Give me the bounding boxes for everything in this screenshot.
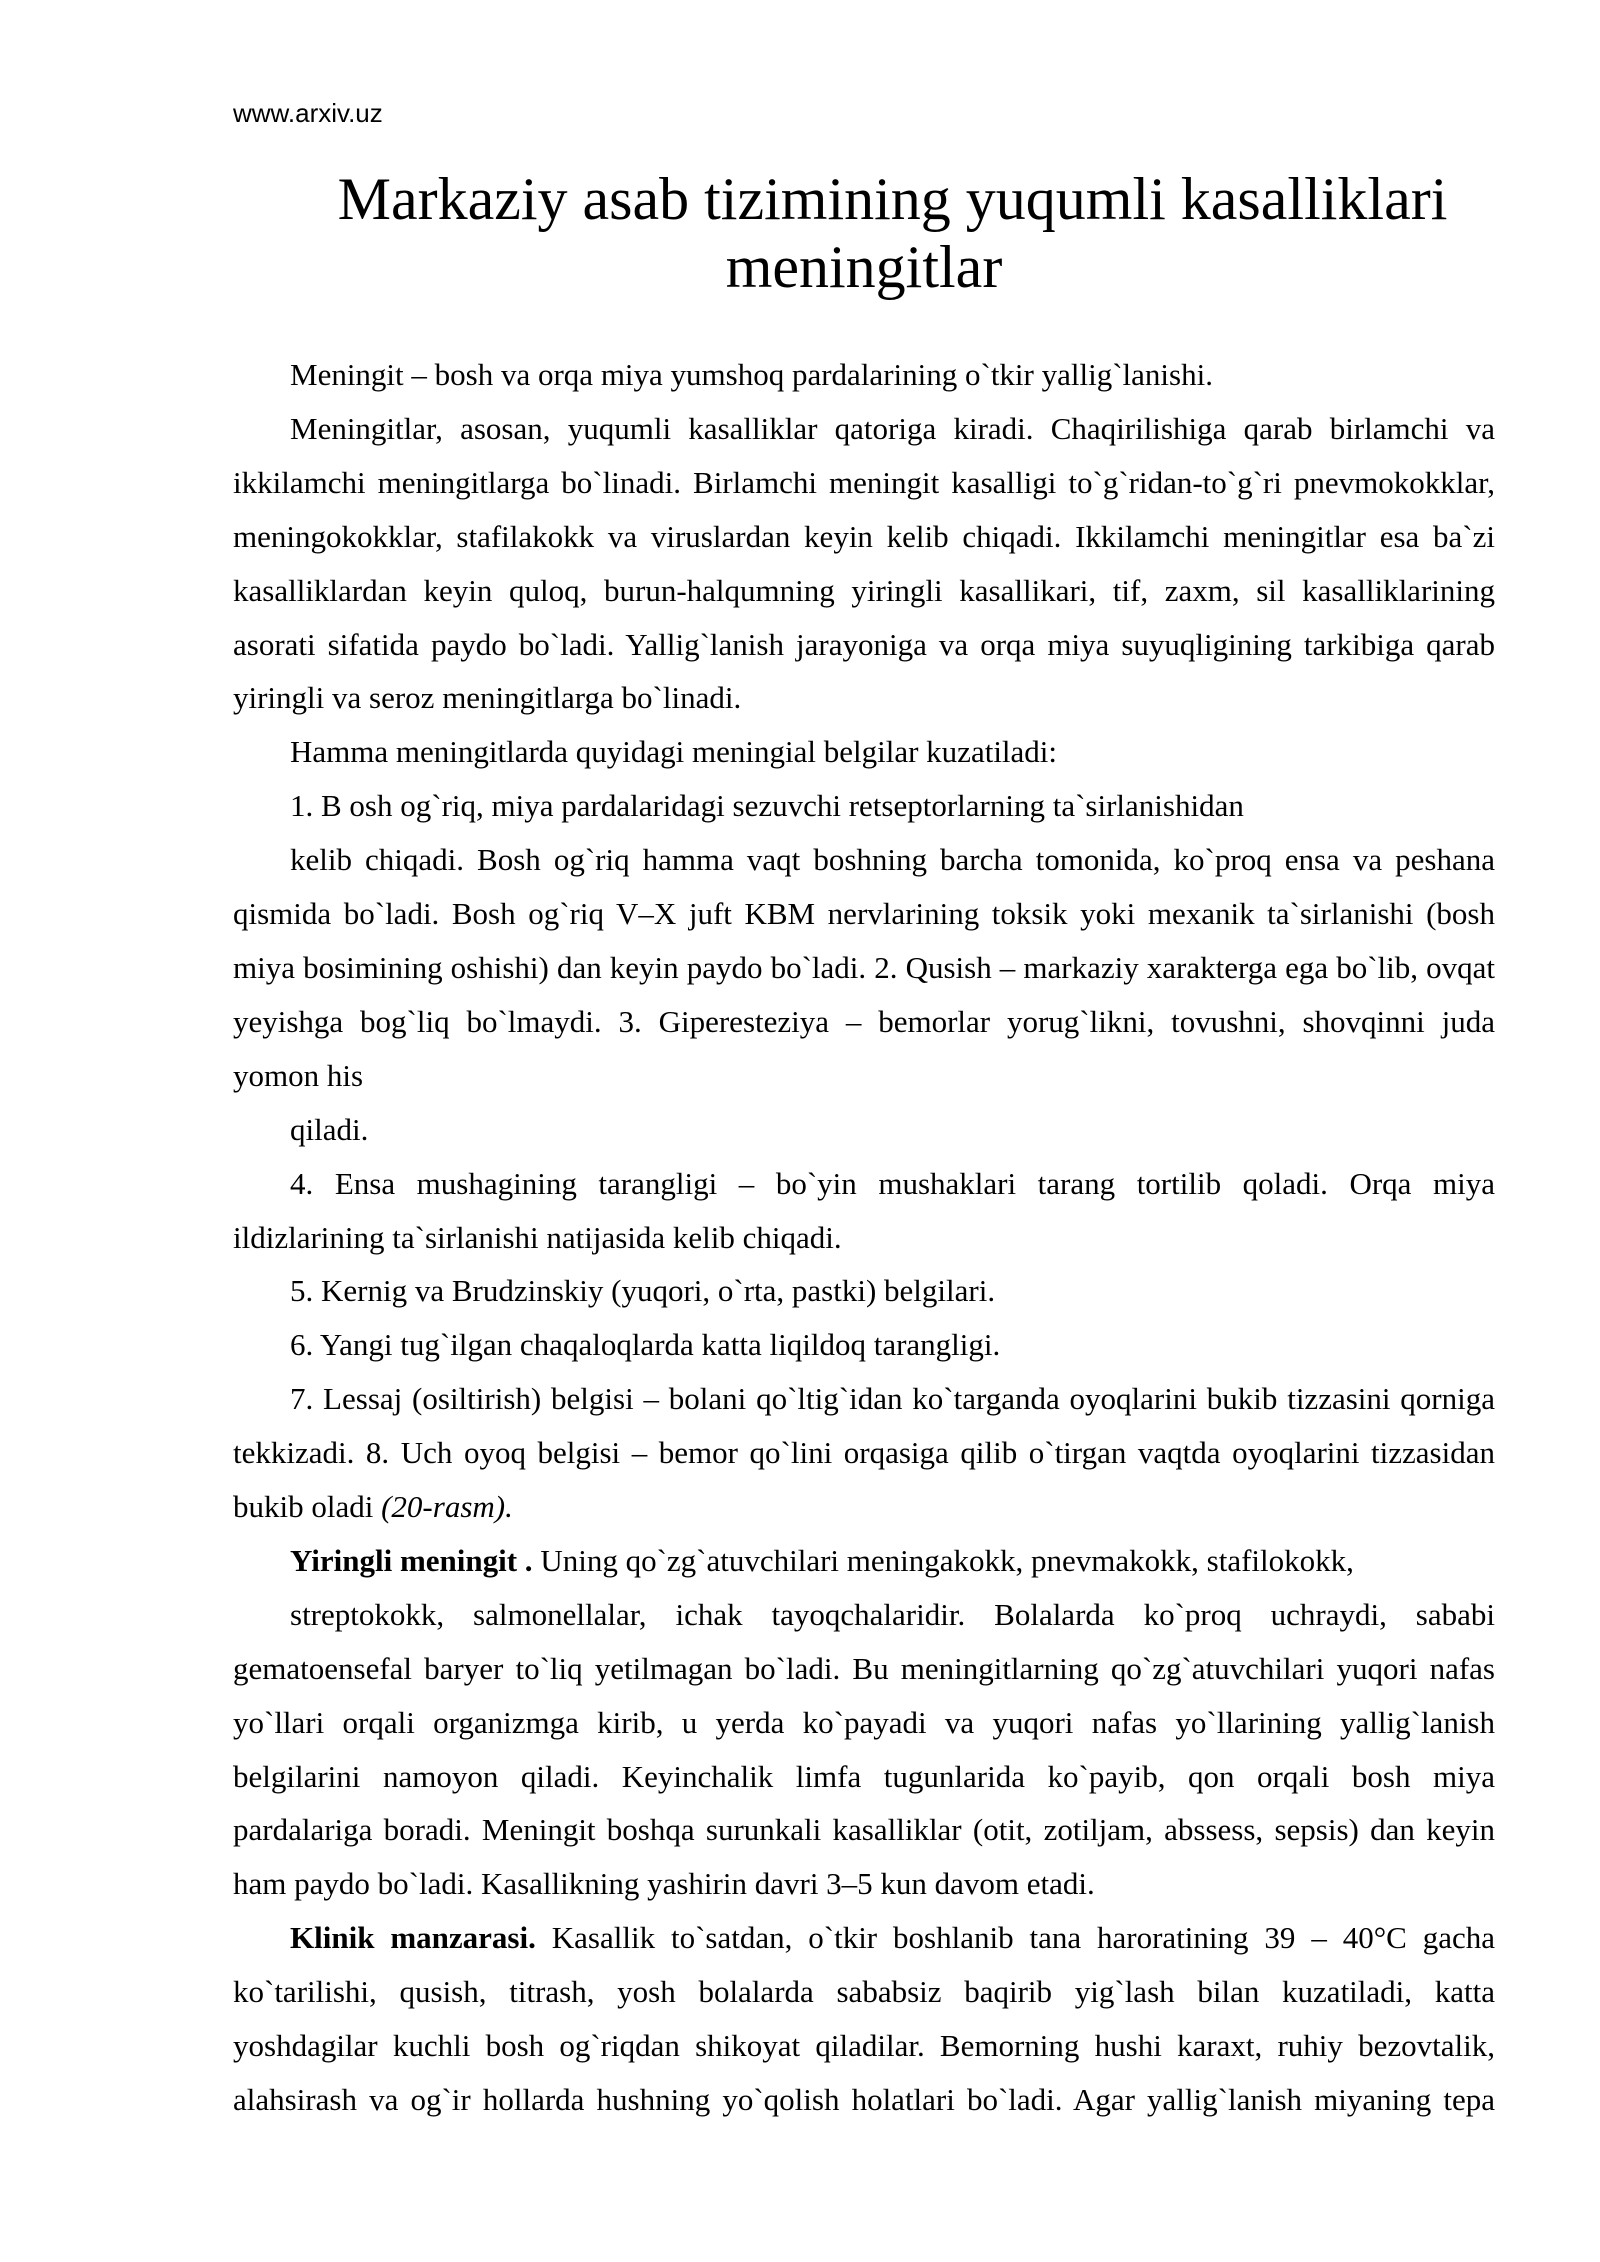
paragraph [233,348,1495,402]
paragraph [233,1372,1495,1534]
text-line: kasalliklardan keyin quloq, burun-halqumning yiringli kasallikari, tif, zaxm, sil kasalliklarining [233,572,1495,608]
text-line: ildizlarining ta`sirlanishi natijasida kelib chiqadi. [233,1219,842,1255]
text-line: ikkilamchi meningitlarga bo`linadi. Birlamchi meningit kasalligi to`g`ridan-to`g`ri pnevmokokklar, [233,464,1495,500]
text-line: Meningit – bosh va orqa miya yumshoq pardalarining o`tkir yallig`lanishi. [290,357,1213,392]
paragraph [233,833,1495,1103]
text-line: 6. Yangi tug`ilgan chaqaloqlarda katta liqildoq tarangligi. [290,1327,1001,1363]
paragraph [233,1103,1495,1157]
text-run: bukib oladi [233,1489,374,1525]
text-line: pardalariga boradi. Meningit boshqa surunkali kasalliklar (otit, zotiljam, abssess, sepsis) dan keyin [233,1812,1495,1848]
text-line: tekkizadi. 8. Uch oyoq belgisi – bemor qo`lini orqasiga qilib o`tirgan vaqtda oyoqlarini tizzasidan [233,1435,1495,1471]
text-line: yiringli va seroz meningitlarga bo`linadi. [233,680,742,716]
text-line [233,1911,1495,1965]
text-line: yeyishga bog`liq bo`lmaydi. 3. Giperesteziya – bemorlar yorug`likni, tovushni, shovqinni juda [233,1003,1495,1039]
text-run: Uning qo`zg`atuvchilari meningakokk, pnevmakokk, stafilokokk, [540,1542,1354,1578]
section-heading: Yiringli meningit . [290,1542,533,1578]
text-line: 5. Kernig va Brudzinskiy (yuqori, o`rta, pastki) belgilari. [290,1273,996,1309]
text-line: 4. Ensa mushagining tarangligi – bo`yin mushaklari tarang tortilib qoladi. Orqa miya [290,1165,1495,1201]
document-body [233,348,1495,2127]
text-line: alahsirash va og`ir hollarda hushning yo`qolish holatlari bo`ladi. Agar yallig`lanish miyaning tepa [233,2082,1495,2117]
text-line: kelib chiqadi. Bosh og`riq hamma vaqt boshning barcha tomonida, ko`proq ensa va peshana [290,842,1495,878]
paragraph [233,1534,1495,1588]
paragraph [233,1157,1495,1265]
paragraph [233,1318,1495,1372]
text-run: Kasallik to`satdan, o`tkir boshlanib tana haroratining 39 – 40°C gacha [551,1920,1495,1956]
text-line: yoshdagilar kuchli bosh og`riqdan shikoyat qiladilar. Bemorning hushi karaxt, ruhiy bezovtalik, [233,2028,1495,2064]
paragraph [233,1911,1495,2127]
text-line [233,1534,1495,1588]
paragraph [233,779,1495,833]
text-line: Meningitlar, asosan, yuqumli kasalliklar qatoriga kiradi. Chaqirilishiga qarab birlamchi va [290,410,1495,446]
text-line: belgilarini namoyon qiladi. Keyinchalik limfa tugunlarida ko`payib, qon orqali bosh miya [233,1758,1495,1794]
paragraph [233,1264,1495,1318]
text-line: 1. B osh og`riq, miya pardalaridagi sezuvchi retseptorlarning ta`sirlanishidan [290,788,1244,824]
text-line: streptokokk, salmonellalar, ichak tayoqchalaridir. Bolalarda ko`proq uchraydi, sababi [290,1596,1495,1632]
text-line: yo`llari orqali organizmga kirib, u yerda ko`payadi va yuqori nafas yo`llarining yallig`lanish [233,1704,1495,1740]
paragraph [233,1588,1495,1911]
title-line: Markaziy asab tizimining yuqumli kasalliklari [337,166,1448,232]
figure-reference: (20-rasm). [381,1489,513,1525]
text-line: yomon his [233,1057,364,1093]
paragraph [233,402,1495,725]
paragraph [233,725,1495,779]
text-line: meningokokklar, stafilakokk va viruslardan keyin kelib chiqadi. Ikkilamchi meningitlar esa ba`zi [233,518,1495,554]
text-line: miya bosimining oshishi) dan keyin paydo bo`ladi. 2. Qusish – markaziy xarakterga ega bo`lib, ovqat [233,949,1495,985]
text-line: ko`tarilishi, qusish, titrash, yosh bolalarda sababsiz baqirib yig`lash bilan kuzatiladi, katta [233,1974,1495,2010]
text-line: Hamma meningitlarda quyidagi meningial belgilar kuzatiladi: [290,734,1058,770]
section-heading: Klinik manzarasi. [290,1920,536,1956]
text-line [233,1480,1495,1534]
text-line: ham paydo bo`ladi. Kasallikning yashirin davri 3–5 kun davom etadi. [233,1866,1095,1902]
text-line: qiladi. [290,1111,369,1147]
site-url: www.arxiv.uz [233,98,383,128]
text-line: qismida bo`ladi. Bosh og`riq V–X juft KBM nervlarining toksik yoki mexanik ta`sirlanishi (bosh [233,896,1495,932]
text-line: 7. Lessaj (osiltirish) belgisi – bolani qo`ltig`idan ko`targanda oyoqlarini bukib tizzasini qorniga [290,1381,1495,1417]
text-line: gematoensefal baryer to`liq yetilmagan bo`ladi. Bu meningitlarning qo`zg`atuvchilari yuqori nafas [233,1650,1495,1686]
text-line: asorati sifatida paydo bo`ladi. Yallig`lanish jarayoniga va orqa miya suyuqligining tarkibiga qarab [233,626,1495,662]
page-title [233,165,1495,301]
title-line: meningitlar [725,234,1003,300]
